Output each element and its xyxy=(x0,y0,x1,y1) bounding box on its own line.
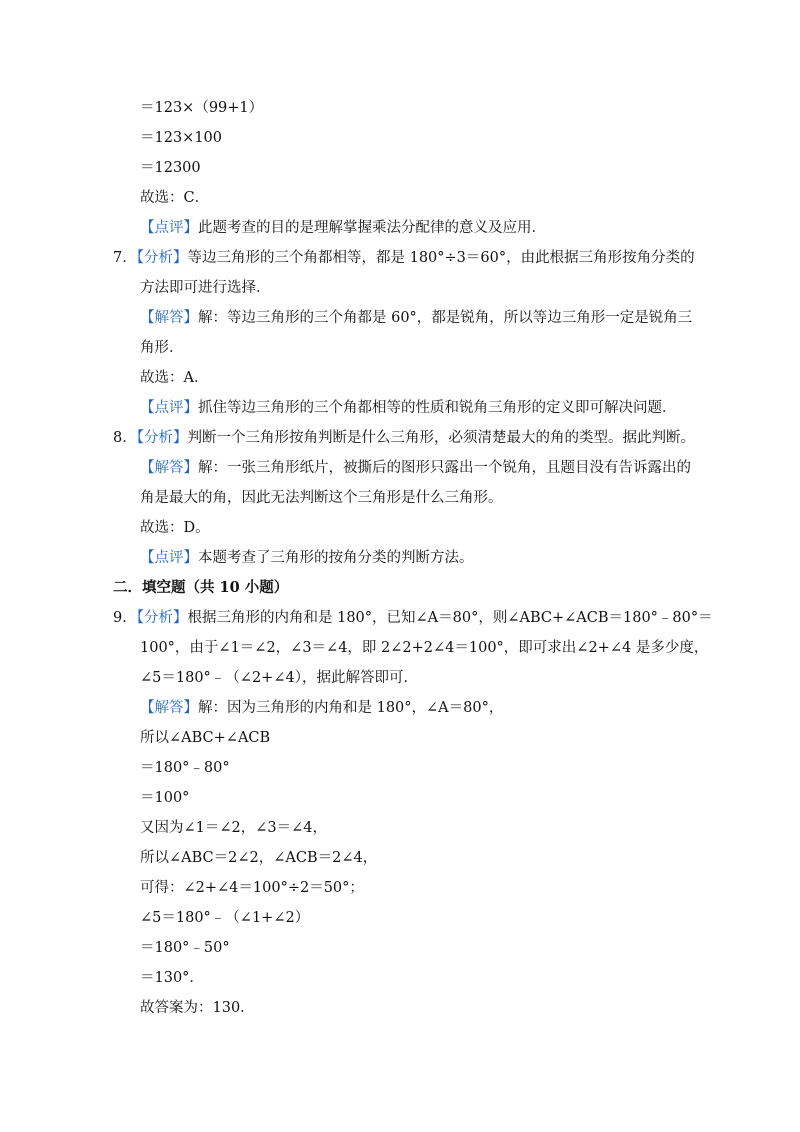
review-text: 抓住等边三角形的三个角都相等的性质和锐角三角形的定义即可解决问题． xyxy=(198,400,677,416)
text-line: 故选：C． xyxy=(140,190,210,206)
text-line: ＝12300 xyxy=(140,160,201,176)
text-line: 角是最大的角，因此无法判断这个三角形是什么三角形。 xyxy=(140,490,503,506)
section-heading: 二．填空题（共 10 小题） xyxy=(113,579,289,596)
analysis-text: 判断一个三角形按角判断是什么三角形，必须清楚最大的角的类型。据此判断。 xyxy=(187,430,695,446)
q9-answer xyxy=(140,698,503,718)
question-number: 9． xyxy=(113,610,137,626)
text-line: 所以∠ABC＝2∠2，∠ACB＝2∠4， xyxy=(140,850,378,866)
review-tag: 【点评】 xyxy=(140,220,198,236)
review-text: 本题考查了三角形的按角分类的判断方法。 xyxy=(198,550,474,566)
answer-text: 解：一张三角形纸片，被撕后的图形只露出一个锐角，且题目没有告诉露出的 xyxy=(198,460,691,476)
text-line: ＝123×100 xyxy=(140,130,223,146)
q7-analysis xyxy=(113,248,695,268)
answer-tag: 【解答】 xyxy=(140,310,198,326)
analysis-tag: 【分析】 xyxy=(136,610,188,626)
text-line: 100°，由于∠1＝∠2，∠3＝∠4，即 2∠2+2∠4＝100°，即可求出∠2+∠4 是多少度， xyxy=(140,640,709,656)
text-line: 又因为∠1＝∠2，∠3＝∠4， xyxy=(140,820,327,836)
answer-text: 解：因为三角形的内角和是 180°，∠A＝80°， xyxy=(198,700,504,716)
text-line: 所以∠ABC+∠ACB xyxy=(140,730,271,746)
review-tag: 【点评】 xyxy=(140,550,198,566)
answer-tag: 【解答】 xyxy=(140,460,198,476)
text-line: ＝100° xyxy=(140,790,190,806)
review-text: 此题考查的目的是理解掌握乘法分配律的意义及应用． xyxy=(198,220,546,236)
text-line: ∠5＝180°﹣（∠1+∠2） xyxy=(140,910,310,926)
text-line: ＝123×（99+1） xyxy=(140,100,264,116)
analysis-tag: 【分析】 xyxy=(136,430,188,446)
text-line: ＝180°﹣80° xyxy=(140,760,230,776)
q7-review xyxy=(140,398,677,418)
choice-line: 故选：A． xyxy=(140,370,209,386)
text-line: 方法即可进行选择． xyxy=(140,280,271,296)
text-line: 故答案为：130． xyxy=(140,1000,255,1016)
choice-line: 故选：D。 xyxy=(140,520,210,536)
q7-answer xyxy=(140,308,692,328)
q9-analysis xyxy=(113,608,713,628)
text-line: ∠5＝180°﹣（∠2+∠4），据此解答即可． xyxy=(140,670,418,686)
text-line: ＝180°﹣50° xyxy=(140,940,230,956)
text-line: ＝130°． xyxy=(140,970,204,986)
analysis-tag: 【分析】 xyxy=(136,250,188,266)
q8-review xyxy=(140,548,474,568)
text-line: 可得：∠2+∠4＝100°÷2＝50°； xyxy=(140,880,364,896)
question-number: 8． xyxy=(113,430,137,446)
analysis-text: 等边三角形的三个角都相等，都是 180°÷3＝60°，由此根据三角形按角分类的 xyxy=(187,250,695,266)
review-tag: 【点评】 xyxy=(140,400,198,416)
q8-answer xyxy=(140,458,691,478)
question-number: 7． xyxy=(113,250,137,266)
answer-tag: 【解答】 xyxy=(140,700,198,716)
answer-text: 解：等边三角形的三个角都是 60°，都是锐角，所以等边三角形一定是锐角三 xyxy=(198,310,693,326)
q8-analysis xyxy=(113,428,695,448)
q6-review xyxy=(140,218,546,238)
analysis-text: 根据三角形的内角和是 180°，已知∠A＝80°，则∠ABC+∠ACB＝180°﹣80°＝ xyxy=(187,610,713,626)
text-line: 角形． xyxy=(140,340,184,356)
